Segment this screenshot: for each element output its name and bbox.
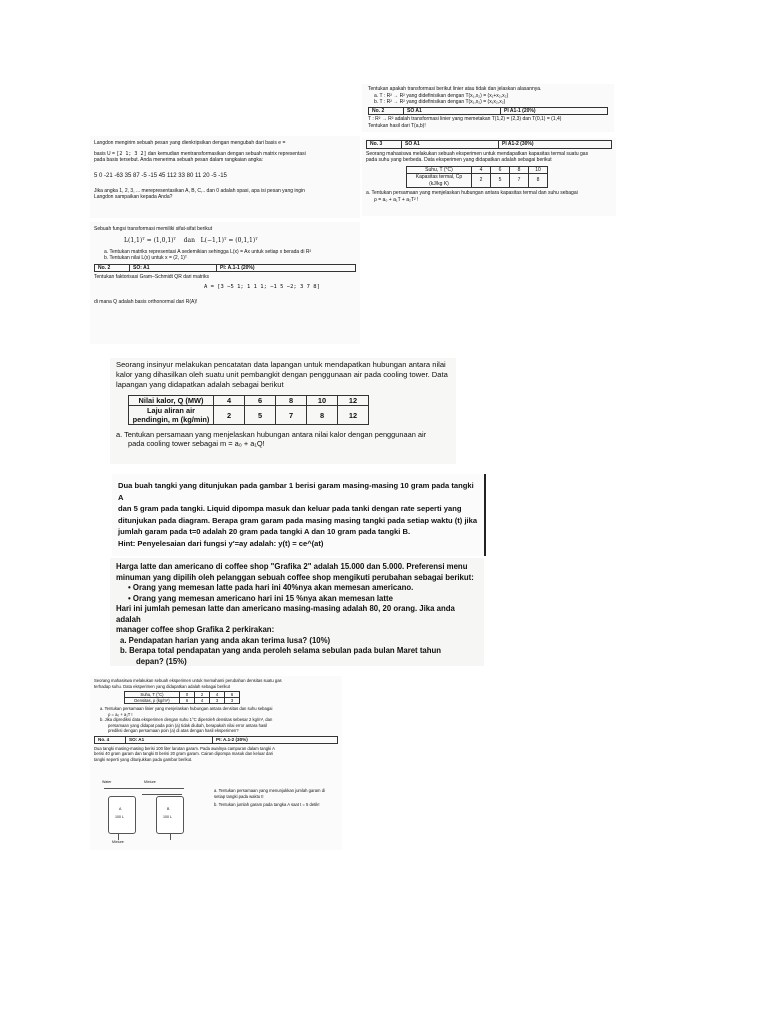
clip4-no: No. 2 (95, 265, 130, 272)
clip8-c-line-3: tangki seperti yang ditunjukkan pada gambar berikut. (94, 756, 193, 762)
clip1-line-3: b. T : R² → R² yang didefinisikan dengan T(x₁,x₂) = (x₁x₂,x₂) (374, 99, 506, 105)
clip7-line-1: Harga latte dan americano di coffee shop "Grafika 2" adalah 15.000 dan 5.000. Preferensi menu (116, 562, 468, 571)
clip5-line-3: lapangan yang didapatkan adalah sebagai berikut (116, 380, 284, 389)
table-cell: Densitas, ρ (kg/m³) (125, 698, 180, 704)
clip6-line-1: Dua buah tangki yang ditunjukan pada gambar 1 berisi garam masing-masing 10 gram pada tangki A (118, 481, 474, 502)
diagram-label-mixture-1: Mixture (144, 780, 156, 784)
clip7-bullet-2-text: Orang yang memesan americano hari ini 15 %nya akan memesan latte (132, 593, 393, 603)
table-cell: 3 (225, 698, 240, 704)
table-cell: 6 (225, 692, 240, 698)
clip8-question-header (94, 736, 338, 744)
clip1-no: No. 2 (369, 108, 404, 115)
clip2-line-3: pada basis tersebut. Anda menerima sebuah pesan dalam rangkaian angka: (94, 157, 264, 163)
clip8-table (124, 691, 240, 704)
clip8-question-b: b. Tentukan jumlah garam pada tangka A saat t = 5 detik! (214, 802, 320, 807)
clip7-bullet-1: • Orang yang memesan latte pada hari ini 40%nya akan memesan americano. (128, 583, 414, 592)
clip5-line-1: Seorang insinyur melakukan pencatatan data lapangan untuk mendapatkan hubungan antara nilai (116, 360, 446, 369)
clip4-line-2: a. Tentukan matriks representasi A sedemikian sehingga L(x) = Ax untuk setiap x berada di R² (104, 248, 312, 255)
clip5-table (128, 395, 369, 425)
table-row (407, 166, 548, 174)
tank-a (108, 796, 136, 834)
clip1-so: SO A1 (404, 108, 501, 115)
clip6-line-3: ditunjukan pada diagram. Berapa gram garam pada masing masing tangki pada setiap waktu (t) jika (118, 515, 478, 525)
table-cell: 12 (338, 406, 369, 425)
clip6-line-4: jumlah garam pada t=0 adalah 20 gram pada tangki A dan 10 gram pada tangki B. (118, 527, 411, 536)
clip7-line-4: manager coffee shop Grafika 2 perkirakan: (116, 625, 275, 634)
clip4-line-3: b. Tentukan nilai L(x) untuk x = (2, 1)ᵀ (104, 255, 188, 261)
clip3-line-3: a. Tentukan persamaan yang menjelaskan hubungan antara kapasitas termal dan suhu sebagai (366, 190, 578, 196)
table-cell: 2 (195, 692, 210, 698)
clip8-item-a: a. Tentukan persamaan linier yang menjelaskan hubungan antara densitas dan suhu sebagai (100, 706, 273, 711)
clip3-no: No. 3 (367, 141, 402, 148)
tank-a-volume: 100 L (115, 815, 124, 819)
clip7-item-a: a. Pendapatan harian yang anda akan terima lusa? (10%) (120, 635, 331, 645)
tank-b (156, 796, 184, 834)
clip3-pi: PI A1-2 (30%) (502, 141, 534, 147)
table-cell: Suhu, T (°C) (125, 692, 180, 698)
diagram-label-mixture-2: Mixture (112, 840, 124, 844)
clip5-line-4: a. Tentukan persamaan yang menjelaskan hubungan antara nilai kalor dengan penggunaan air (116, 430, 427, 439)
clip8-item-b2: persamaan yang didapat pada poin (a) tidak diubah, berapakah nilai error antara hasil (108, 722, 268, 728)
scan-pesan-langdon (90, 136, 360, 218)
diagram-pipe (104, 788, 184, 789)
clip7-line-2: minuman yang dipilih oleh pelanggan sebuah coffee shop mengikuti perubahan sebagai berikut: (116, 572, 474, 582)
tank-a-label: A (119, 807, 122, 811)
clip1-line-5: Tentukan hasil dari T(a,b)! (368, 122, 426, 129)
table-cell: 5 (245, 406, 276, 425)
clip7-line-3: Hari ini jumlah pemesan latte dan americano masing-masing adalah 80, 20 orang. Jika anda adalah (116, 604, 455, 624)
clip4-matrix: A = [3 −5 1; 1 1 1; −1 5 −2; 3 7 8] (204, 283, 320, 290)
table-cell: Laju aliran air pendingin, m (kg/min) (129, 406, 214, 425)
clip4-so: SO: A1 (130, 265, 217, 272)
clip3-line-1: Seorang mahasiswa melakukan sebuah eksperimen untuk mendapatkan kapasitas termal suatu gas (366, 150, 589, 157)
clip6-line-5: Hint: Penyelesaian dari fungsi y′=ay adalah: y(t) = ce^(at) (118, 538, 324, 548)
scan-transformasi-linier (362, 84, 614, 132)
clip5-line-5: pada cooling tower sebagai m = a₀ + a₁Q! (128, 439, 265, 448)
clip3-line-2: pada suhu yang berbeda. Data eksperimen yang didapatkan adalah sebagai berikut (366, 157, 552, 163)
clip2-line-5: Langdon sampaikan kepada Anda? (94, 194, 173, 200)
clip2-line-2b: dan kemudian mentransformasikan dengan sebuah matrix representasi (147, 150, 306, 157)
clip1-line-1: Tentukan apakah transformasi berikut linier atau tidak dan jelaskan alasannya. (368, 86, 542, 92)
clip8-so: SO: A1 (126, 737, 213, 743)
diagram-pipe (170, 834, 171, 840)
clip2-line-4: Jika angka 1, 2, 3, ... merepresentasikan A, B, C,.. dan 0 adalah spasi, apa isi pesan yang ingin (94, 187, 305, 194)
clip1-pi: PI A1-1 (20%) (504, 107, 536, 114)
clip8-c-line-1: Dua tangki masing-masing berisi 100 liter larutan garam. Pada awalnya campuran dalam tangki A (94, 745, 275, 751)
clip2-line-1: Langdon mengirim sebuah pesan yang dienkripsikan dengan mengubah dari basis e = (94, 140, 286, 146)
clip1-question-header (368, 107, 608, 116)
clip4-line-4: Tentukan faktorisasi Gram–Schmidt QR dari matriks (94, 274, 210, 280)
table-cell: 6 (245, 396, 276, 406)
clip8-item-b3: prediksi dengan persamaan poin (a) di atas dengan hasil eksperimen? (108, 728, 239, 733)
table-cell: 2 (472, 174, 491, 188)
scan-dua-tangki (112, 474, 486, 556)
clip8-c-line-2: berisi 40 gram garam dan tangki B berisi 20 gram garam. Cairan dipompa masuk dan keluar dari (94, 751, 273, 756)
table-cell: 4 (210, 692, 225, 698)
clip4-line-1: Sebuah fungsi transformasi memiliki sifat-sifat berikut (94, 226, 213, 232)
clip8-question-a: a. Tentukan persamaan yang menunjukkan jumlah garam di setiap tangki pada waktu t! (214, 788, 325, 799)
clip2-code: 5 0 -21 -63 35 87 -5 -15 45 112 33 80 11 20 -5 -15 (94, 172, 227, 179)
clip6-line-2: dan 5 gram pada tangki. Liquid dipompa masuk dan keluar pada tanki dengan rate seperti yang (118, 504, 462, 513)
scan-cooling-tower (110, 358, 456, 464)
clip7-bullet-2: • Orang yang memesan americano hari ini 15 %nya akan memesan latte (128, 593, 393, 603)
clip3-question-header (366, 140, 612, 149)
table-cell: 2 (214, 406, 245, 425)
table-cell: 8 (307, 406, 338, 425)
table-row (407, 174, 548, 188)
clip3-so: SO A1 (402, 141, 499, 148)
scan-kapasitas-termal (362, 138, 616, 216)
table-cell: 10 (529, 166, 548, 174)
clip4-mapping: L(1,1)ᵀ = (1,0,1)ᵀ dan L(−1,1)ᵀ = (0,1,1)ᵀ (124, 236, 258, 244)
clip8-no: No. 4 (95, 737, 126, 743)
clip8-pi: PI: A.1-2 (30%) (216, 736, 248, 742)
clip4-question-header (94, 264, 356, 273)
table-row (129, 406, 369, 425)
tank-diagram (98, 780, 206, 846)
table-cell: 10 (307, 396, 338, 406)
clip7-item-b: b. Berapa total pendapatan yang anda peroleh selama sebulan pada bulan Maret tahun (120, 646, 442, 655)
clip4-line-5: di mana Q adalah basis orthonormal dari R(A)! (94, 298, 198, 305)
table-cell: 5 (491, 174, 510, 188)
clip5-line-2: kalor yang dihasilkan oleh suatu unit pembangkit dengan penggunaan air pada cooling tower. Data (116, 370, 448, 379)
diagram-pipe (142, 794, 182, 795)
clip2-basis-matrix: [2 1; 3 2] (116, 150, 147, 157)
table-cell: 4 (195, 698, 210, 704)
clip8-line-2: terhadap suhu. Data eksperimen yang didapatkan adalah sebagai berikut (94, 683, 230, 689)
clip2-basis-label: basis U = (94, 150, 115, 157)
clip8-item-b: b. Jika diprediksi data eksperimen dengan suhu 1°C diperoleh densitas sebesar 2 kg/m³, dan (100, 717, 273, 722)
clip8-line-1: Seorang mahasiswa melakukan sebuah eksperimen untuk memahami perubahan densitas suatu gas (94, 678, 282, 683)
table-cell: 8 (510, 166, 529, 174)
table-cell: 0 (180, 692, 195, 698)
clip3-table (406, 166, 548, 189)
table-cell: 3 (210, 698, 225, 704)
table-row (129, 396, 369, 406)
clip1-line-2: a. T : R² → R² yang didefinisikan dengan T(x₁,x₂) = (x₁+x₂,x₂) (374, 92, 509, 99)
clip3-line-4: ρ = a₀ + a₁T + a₂T² ! (374, 196, 419, 203)
table-cell: Kapasitas termal, Cp (kJ/kg K) (407, 174, 472, 188)
table-cell: 7 (276, 406, 307, 425)
clip7-bullet-1-text: Orang yang memesan latte pada hari ini 40%nya akan memesan americano. (132, 583, 414, 592)
table-cell: 6 (180, 698, 195, 704)
clip7-item-b-cont: depan? (15%) (136, 656, 187, 666)
clip1-line-4: T : R² → R² adalah transformasi linier yang memetakan T(1,2) = (2,3) dan T(0,1) = (1,4) (368, 116, 562, 122)
table-cell: Nilai kalor, Q (MW) (129, 396, 214, 406)
scan-densitas-gas (90, 676, 342, 850)
tank-b-volume: 100 L (163, 815, 172, 819)
table-cell: 8 (276, 396, 307, 406)
table-cell: 6 (491, 166, 510, 174)
table-cell: 12 (338, 396, 369, 406)
table-cell: 4 (214, 396, 245, 406)
scan-fungsi-transformasi (90, 222, 360, 344)
table-cell: 7 (510, 174, 529, 188)
clip4-pi: PI: A.1-1 (20%) (220, 264, 255, 271)
table-cell: 4 (472, 166, 491, 174)
table-row (125, 698, 240, 704)
diagram-label-water: Water (102, 780, 112, 784)
clip8-item-a2: ρ = a₀ + a₁T ! (108, 711, 133, 717)
table-cell: 8 (529, 174, 548, 188)
table-cell: Suhu, T (°C) (407, 166, 472, 174)
scan-coffee-shop (110, 558, 484, 666)
tank-b-label: B (167, 807, 170, 811)
